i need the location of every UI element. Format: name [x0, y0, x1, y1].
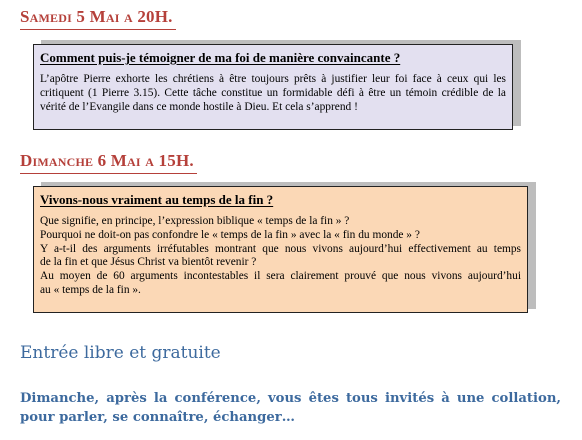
session-heading-saturday — [20, 7, 173, 27]
session-heading-text: Samedi 5 Mai a 20H. — [20, 7, 173, 26]
talk-description — [40, 215, 521, 298]
talk-title: Vivons-nous vraiment au temps de la fin ? — [40, 192, 274, 207]
talk-title: Comment puis-je témoigner de ma foi de manière convaincante ? — [40, 50, 401, 65]
invitation-text: Dimanche, après la conférence, vous êtes tous invités à une collation, pour parler, se connaître, échanger… — [20, 391, 561, 425]
talk-line: Y a-t-il des arguments irréfutables montrant que nous vivons aujourd’hui effectivement au temps — [40, 242, 521, 255]
talk-line: Au moyen de 60 arguments incontestables il sera clairement prouvé que nous vivons aujourd’hui — [40, 270, 521, 283]
talk-line: de la fin et que Jésus Christ va bientôt revenir ? — [40, 256, 257, 269]
talk-description: L’apôtre Pierre exhorte les chrétiens à être toujours prêts à justifier leur foi face à ceux qui les critiquent (1 Pierre 3.15). Cette tâche constitue un formidable défi à être un témoin crédible de la vérité de l’Evangile dans ce monde hostile à Dieu. Et cela s’apprend ! — [40, 73, 506, 113]
talk-line: Que signifie, en principe, l’expression biblique « temps de la fin » ? — [40, 215, 350, 227]
free-entry-notice: Entrée libre et gratuite — [20, 343, 221, 363]
heading-underline — [20, 173, 197, 174]
talk-line: Pourquoi ne doit-on pas confondre le « temps de la fin » avec la « fin du monde » ? — [40, 228, 420, 241]
talk-box-saturday — [33, 44, 513, 130]
talk-box-sunday — [33, 186, 528, 313]
heading-underline — [20, 29, 176, 30]
session-heading-sunday — [20, 151, 194, 171]
session-heading-text: Dimanche 6 Mai a 15H. — [20, 151, 194, 170]
talk-line: au « temps de la fin ». — [40, 283, 141, 296]
